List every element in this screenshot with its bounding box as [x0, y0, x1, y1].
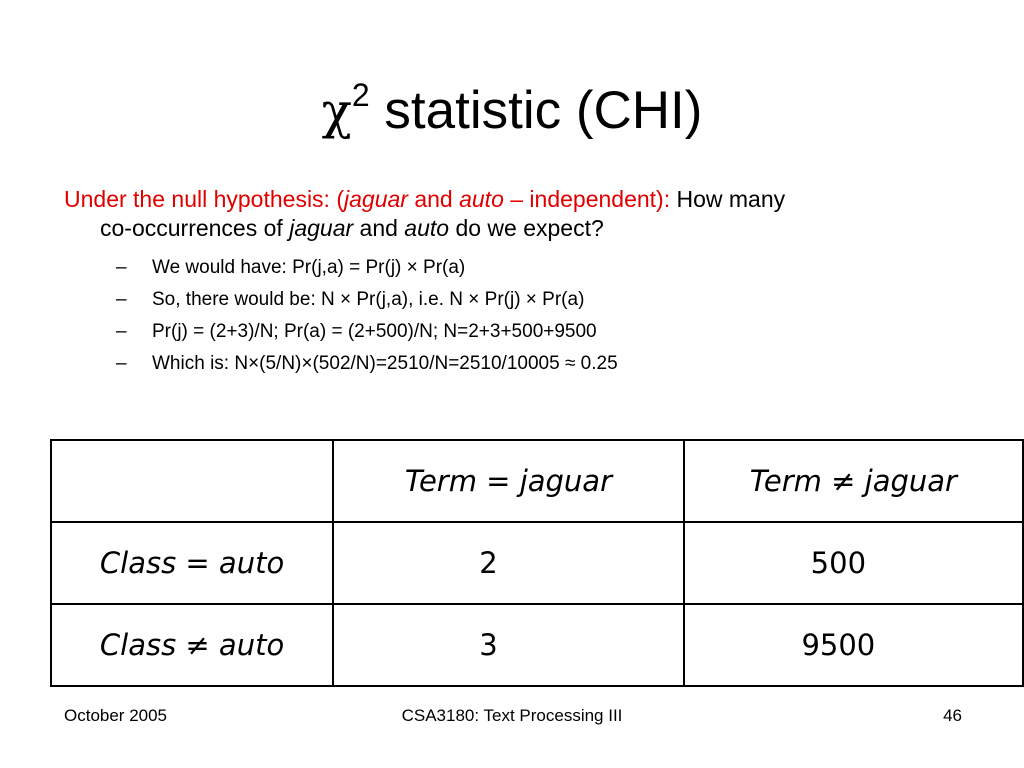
slide-title	[0, 60, 1024, 146]
bullet-item	[100, 316, 618, 348]
table-header-row	[51, 440, 1023, 522]
dash-marker: –	[116, 353, 127, 374]
intro-line2-jaguar: jaguar	[289, 215, 354, 241]
header-term-not-jaguar: Term ≠ jaguar	[684, 440, 1023, 522]
row-label: Class = auto	[51, 522, 333, 604]
table-cell: 500	[684, 522, 1023, 604]
footer-date: October 2005	[64, 706, 168, 725]
bullet-list	[100, 252, 618, 380]
chi-symbol: χ	[321, 82, 352, 140]
intro-red-and: and	[407, 186, 460, 212]
intro-line2-auto: auto	[404, 215, 450, 241]
dash-marker: –	[116, 321, 127, 342]
bullet-item	[100, 284, 618, 316]
table-cell: 2	[333, 522, 684, 604]
intro-red-a: Under the null hypothesis: (	[64, 186, 344, 212]
dash-marker: –	[116, 257, 127, 278]
title-superscript: 2	[351, 77, 370, 113]
row-label: Class ≠ auto	[51, 604, 333, 686]
intro-red-b: – independent):	[503, 186, 671, 212]
intro-paragraph	[64, 185, 974, 243]
bullet-item	[100, 252, 618, 284]
contingency-table	[50, 439, 1024, 687]
intro-red-auto: auto	[459, 186, 504, 212]
intro-line-2	[64, 214, 974, 243]
header-empty-cell	[51, 440, 333, 522]
bullet-text: We would have: Pr(j,a) = Pr(j) × Pr(a)	[152, 257, 466, 278]
bullet-text: Which is: N×(5/N)×(502/N)=2510/N=2510/10005 ≈ 0.25	[152, 353, 618, 374]
table-row	[51, 604, 1023, 686]
intro-black-a: How many	[670, 186, 786, 212]
bullet-item	[100, 348, 618, 380]
table-cell: 9500	[684, 604, 1023, 686]
table-cell: 3	[333, 604, 684, 686]
intro-red-jaguar: jaguar	[344, 186, 408, 212]
footer-course: CSA3180: Text Processing III	[401, 706, 623, 725]
header-term-jaguar: Term = jaguar	[333, 440, 684, 522]
bullet-text: So, there would be: N × Pr(j,a), i.e. N × Pr(j) × Pr(a)	[152, 289, 585, 310]
dash-marker: –	[116, 289, 127, 310]
table-row	[51, 522, 1023, 604]
intro-line2-b: do we expect?	[449, 215, 604, 241]
title-text: statistic (CHI)	[369, 81, 703, 140]
intro-line2-and: and	[353, 215, 405, 241]
intro-line2-a: co-occurrences of	[100, 215, 290, 241]
footer-page-number: 46	[943, 706, 962, 725]
bullet-text: Pr(j) = (2+3)/N; Pr(a) = (2+500)/N; N=2+3+500+9500	[152, 321, 597, 342]
